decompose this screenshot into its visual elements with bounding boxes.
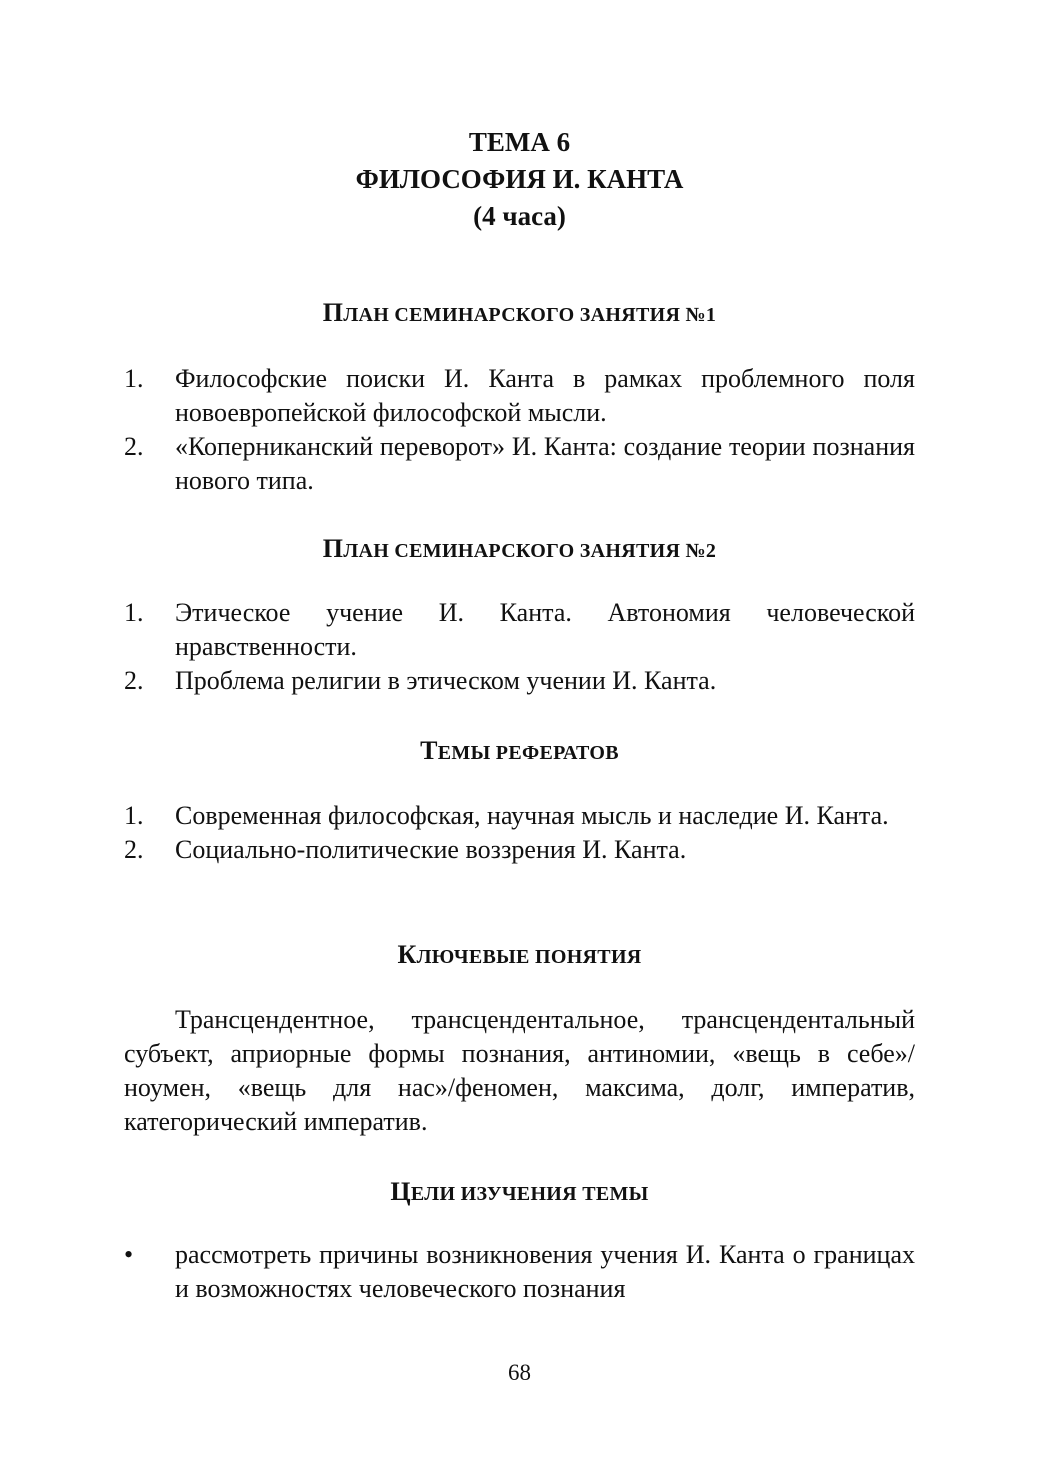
essays-list — [124, 799, 915, 867]
essays-heading: ТЕМЫ РЕФЕРАТОВ — [420, 736, 619, 765]
list-item: 1. Философские поиски И. Канта в рамках проблемного поля новоевропейской философской мысли. — [124, 364, 915, 427]
list-item: • рассмотреть причины возникновения учения И. Канта о границах и возможностях человеческого познания — [124, 1240, 915, 1303]
list-item: 2. «Коперниканский переворот» И. Канта: создание теории познания нового типа. — [124, 432, 915, 495]
seminar2-list — [124, 596, 915, 698]
concepts-paragraph: Трансцендентное, трансцендентальное, трансцендентальный субъект, априорные формы познания, антиномии, «вещь в себе»/ноумен, «вещь для нас»/феномен, максима, долг, императив, категорический императив. — [124, 1005, 915, 1136]
topic-number: ТЕМА 6 — [468, 127, 571, 157]
topic-name: ФИЛОСОФИЯ И. КАНТА — [355, 164, 684, 194]
seminar1-list — [124, 362, 915, 498]
concepts-heading: КЛЮЧЕВЫЕ ПОНЯТИЯ — [397, 940, 642, 969]
list-item: 1. Современная философская, научная мысль и наследие И. Канта. — [124, 801, 889, 830]
goals-heading: ЦЕЛИ ИЗУЧЕНИЯ ТЕМЫ — [390, 1177, 649, 1206]
page-number: 68 — [508, 1360, 531, 1385]
list-item: 2. Социально-политические воззрения И. Канта. — [124, 835, 687, 864]
seminar1-heading: ПЛАН СЕМИНАРСКОГО ЗАНЯТИЯ №1 — [322, 298, 717, 327]
seminar2-heading: ПЛАН СЕМИНАРСКОГО ЗАНЯТИЯ №2 — [322, 534, 717, 563]
list-item: 2. Проблема религии в этическом учении И. Канта. — [124, 666, 717, 695]
bullet-icon: • — [124, 1240, 134, 1269]
list-item: 1. Этическое учение И. Канта. Автономия человеческой нравственности. — [124, 598, 915, 661]
topic-hours: (4 часа) — [473, 201, 566, 231]
topic-title — [0, 124, 1039, 235]
goals-list — [124, 1238, 915, 1306]
